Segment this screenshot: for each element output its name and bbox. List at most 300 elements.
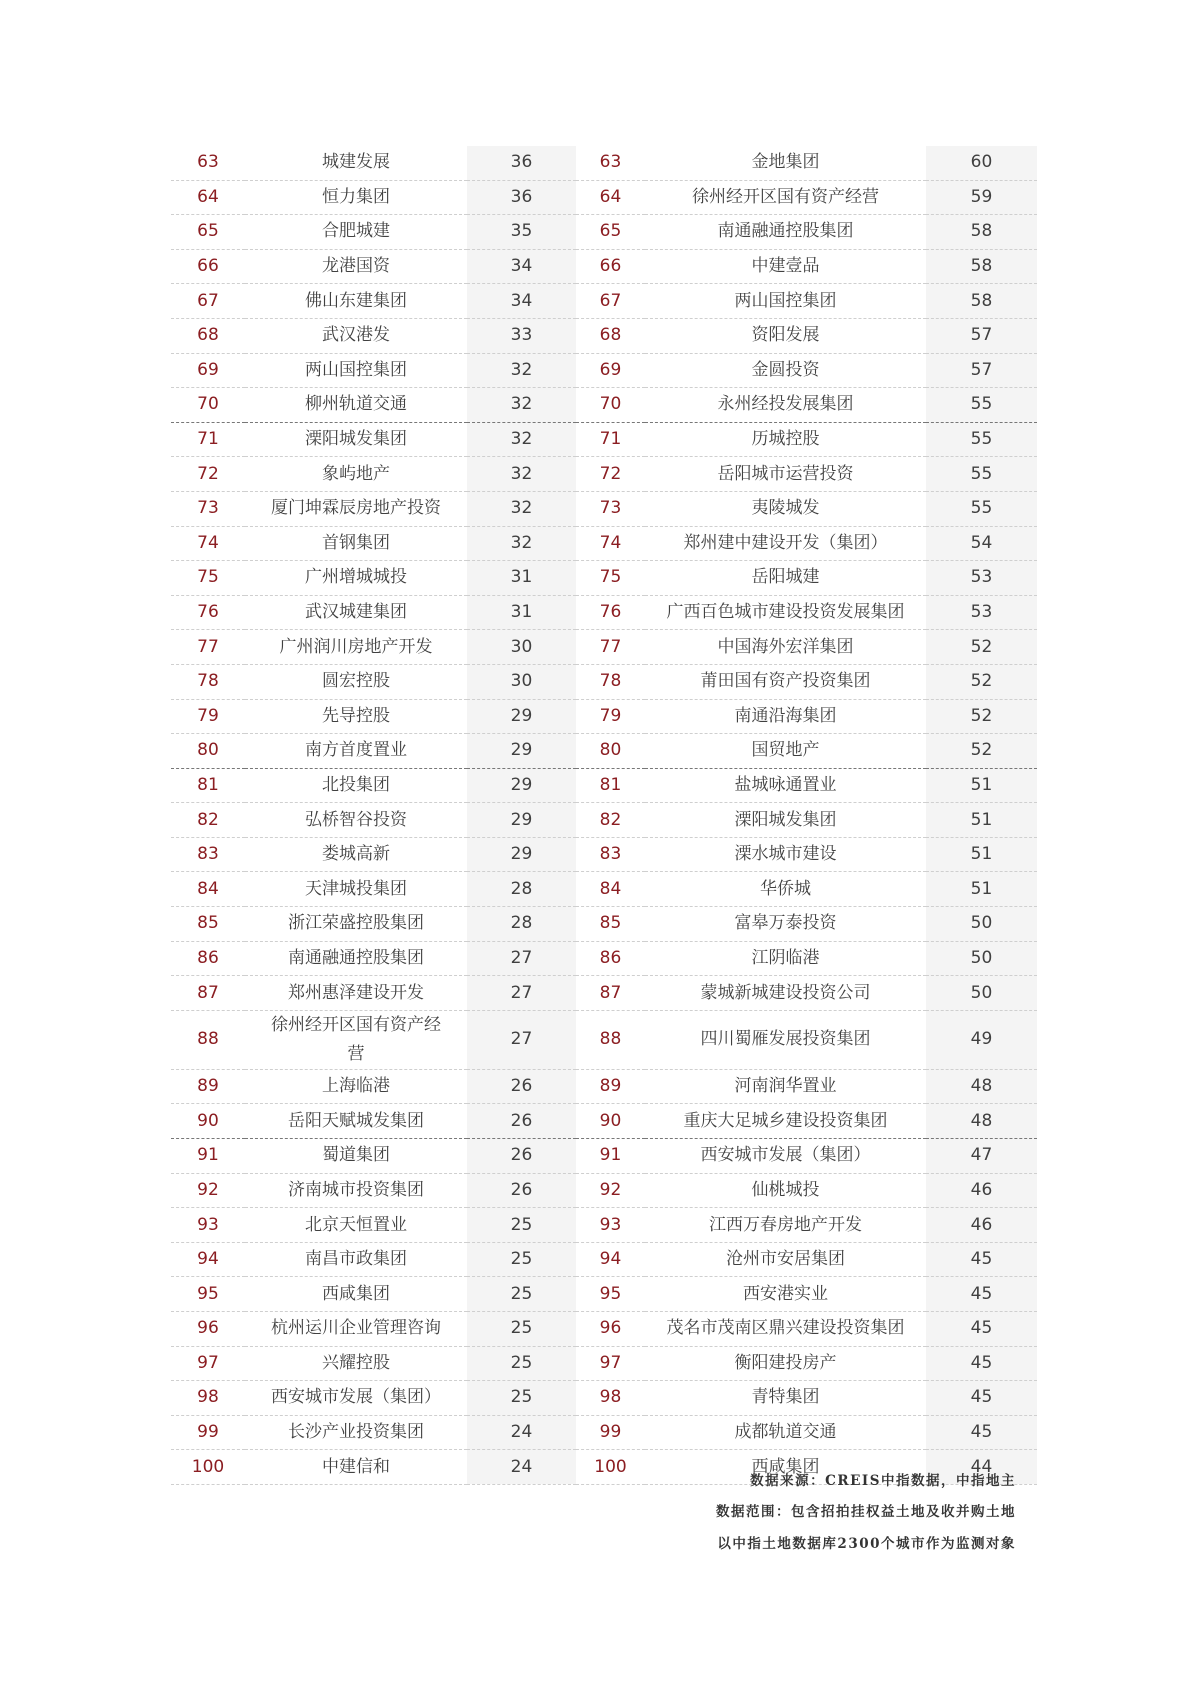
right-value: 50 xyxy=(926,941,1037,976)
left-rank: 71 xyxy=(171,422,245,457)
right-company-text: 历城控股 xyxy=(751,429,820,450)
left-value: 29 xyxy=(467,734,576,769)
right-value: 59 xyxy=(926,180,1037,215)
left-rank: 63 xyxy=(171,146,245,180)
left-company xyxy=(245,561,467,596)
right-rank: 75 xyxy=(576,561,645,596)
table-row xyxy=(171,318,1037,353)
left-company-text: 两山国控集团 xyxy=(305,359,407,380)
right-company-text: 茂名市茂南区鼎兴建设投资集团 xyxy=(666,1318,905,1339)
left-company xyxy=(245,664,467,699)
right-value: 52 xyxy=(926,630,1037,665)
right-value: 53 xyxy=(926,595,1037,630)
right-company-text: 永州经投发展集团 xyxy=(717,394,854,415)
right-company-text: 成都轨道交通 xyxy=(734,1422,837,1443)
left-company-text: 广州增城城投 xyxy=(305,567,407,588)
table-row xyxy=(171,837,1037,872)
left-value: 36 xyxy=(467,146,576,180)
right-company xyxy=(645,595,926,630)
left-rank: 89 xyxy=(171,1069,245,1104)
right-value: 51 xyxy=(926,872,1037,907)
left-company xyxy=(245,734,467,769)
right-value: 52 xyxy=(926,664,1037,699)
right-company xyxy=(645,353,926,388)
left-company-text: 岳阳天赋城发集团 xyxy=(288,1110,424,1131)
table-row xyxy=(171,1173,1037,1208)
left-company-text: 徐州经开区国有资产经营 xyxy=(271,1014,441,1064)
right-rank: 66 xyxy=(576,249,645,284)
table-row xyxy=(171,561,1037,596)
left-company xyxy=(245,146,467,180)
right-company xyxy=(645,630,926,665)
right-rank: 78 xyxy=(576,664,645,699)
left-company-text: 弘桥智谷投资 xyxy=(305,809,407,830)
right-rank: 92 xyxy=(576,1173,645,1208)
right-company xyxy=(645,907,926,942)
left-rank: 73 xyxy=(171,491,245,526)
left-value: 27 xyxy=(467,941,576,976)
right-company xyxy=(645,1173,926,1208)
right-company-text: 夷陵城发 xyxy=(751,498,820,519)
right-company xyxy=(645,976,926,1011)
left-rank: 66 xyxy=(171,249,245,284)
ranking-table xyxy=(171,146,1037,1485)
left-rank: 91 xyxy=(171,1139,245,1174)
right-company-text: 中国海外宏洋集团 xyxy=(717,636,854,657)
right-rank: 98 xyxy=(576,1381,645,1416)
right-rank: 74 xyxy=(576,526,645,561)
left-company-text: 上海临港 xyxy=(322,1076,390,1097)
right-value: 57 xyxy=(926,353,1037,388)
right-company xyxy=(645,734,926,769)
left-company xyxy=(245,803,467,838)
left-company xyxy=(245,907,467,942)
right-company-text: 徐州经开区国有资产经营 xyxy=(692,186,879,207)
left-value: 26 xyxy=(467,1104,576,1139)
right-value: 45 xyxy=(926,1381,1037,1416)
left-company xyxy=(245,1277,467,1312)
right-value: 60 xyxy=(926,146,1037,180)
right-company-text: 溧水城市建设 xyxy=(734,844,837,865)
table-row xyxy=(171,1069,1037,1104)
right-rank: 93 xyxy=(576,1208,645,1243)
left-company xyxy=(245,1208,467,1243)
right-value: 44 xyxy=(926,1450,1037,1485)
left-company-text: 城建发展 xyxy=(322,152,390,173)
table-row xyxy=(171,1415,1037,1450)
left-company-text: 中建信和 xyxy=(322,1456,390,1477)
left-company xyxy=(245,630,467,665)
left-company-text: 兴耀控股 xyxy=(322,1352,390,1373)
left-company xyxy=(245,1312,467,1347)
right-value: 45 xyxy=(926,1242,1037,1277)
left-value: 26 xyxy=(467,1173,576,1208)
left-value: 29 xyxy=(467,803,576,838)
left-value: 29 xyxy=(467,768,576,803)
right-value: 55 xyxy=(926,491,1037,526)
left-company xyxy=(245,353,467,388)
table-row xyxy=(171,734,1037,769)
right-rank: 89 xyxy=(576,1069,645,1104)
table-row xyxy=(171,803,1037,838)
right-company-text: 资阳发展 xyxy=(751,325,820,346)
left-company-text: 郑州惠泽建设开发 xyxy=(288,982,424,1003)
right-value: 50 xyxy=(926,907,1037,942)
right-rank: 95 xyxy=(576,1277,645,1312)
left-rank: 96 xyxy=(171,1312,245,1347)
left-rank: 90 xyxy=(171,1104,245,1139)
right-value: 49 xyxy=(926,1010,1037,1069)
right-company xyxy=(645,1139,926,1174)
right-rank: 68 xyxy=(576,318,645,353)
right-company xyxy=(645,284,926,319)
table-row xyxy=(171,353,1037,388)
left-company xyxy=(245,1010,467,1069)
right-company-text: 河南润华置业 xyxy=(734,1076,837,1097)
left-rank: 99 xyxy=(171,1415,245,1450)
left-rank: 79 xyxy=(171,699,245,734)
right-rank: 73 xyxy=(576,491,645,526)
right-rank: 64 xyxy=(576,180,645,215)
right-rank: 88 xyxy=(576,1010,645,1069)
right-company xyxy=(645,1415,926,1450)
left-rank: 64 xyxy=(171,180,245,215)
table-row xyxy=(171,1346,1037,1381)
right-value: 51 xyxy=(926,837,1037,872)
right-company-text: 广西百色城市建设投资发展集团 xyxy=(666,602,905,623)
table-row xyxy=(171,699,1037,734)
right-value: 55 xyxy=(926,457,1037,492)
table-row xyxy=(171,595,1037,630)
right-company-text: 江西万春房地产开发 xyxy=(709,1214,862,1235)
left-value: 28 xyxy=(467,907,576,942)
left-value: 26 xyxy=(467,1069,576,1104)
right-company-text: 国贸地产 xyxy=(751,740,820,761)
left-company-text: 柳州轨道交通 xyxy=(305,394,407,415)
left-rank: 68 xyxy=(171,318,245,353)
left-value: 32 xyxy=(467,491,576,526)
right-value: 51 xyxy=(926,768,1037,803)
left-value: 29 xyxy=(467,699,576,734)
right-rank: 65 xyxy=(576,215,645,250)
left-company-text: 杭州运川企业管理咨询 xyxy=(271,1318,441,1339)
right-value: 45 xyxy=(926,1346,1037,1381)
left-company-text: 龙港国资 xyxy=(322,256,390,277)
right-value: 54 xyxy=(926,526,1037,561)
left-value: 24 xyxy=(467,1450,576,1485)
right-value: 46 xyxy=(926,1173,1037,1208)
left-company xyxy=(245,941,467,976)
footer-coverage: 以中指土地数据库2300个城市作为监测对象 xyxy=(717,1536,1016,1552)
left-company xyxy=(245,1346,467,1381)
table-row xyxy=(171,941,1037,976)
left-value: 33 xyxy=(467,318,576,353)
table-row xyxy=(171,249,1037,284)
left-company xyxy=(245,1104,467,1139)
left-company-text: 武汉港发 xyxy=(322,325,390,346)
left-company-text: 南通融通控股集团 xyxy=(288,947,424,968)
left-value: 31 xyxy=(467,595,576,630)
table-row xyxy=(171,422,1037,457)
right-company-text: 富皋万泰投资 xyxy=(734,913,837,934)
right-company-text: 盐城咏通置业 xyxy=(734,774,837,795)
right-company xyxy=(645,941,926,976)
right-company xyxy=(645,872,926,907)
table-row xyxy=(171,630,1037,665)
right-value: 48 xyxy=(926,1069,1037,1104)
table-row xyxy=(171,1104,1037,1139)
right-rank: 69 xyxy=(576,353,645,388)
left-company-text: 济南城市投资集团 xyxy=(288,1179,424,1200)
left-value: 29 xyxy=(467,837,576,872)
right-company xyxy=(645,1381,926,1416)
table-row xyxy=(171,388,1037,423)
left-rank: 98 xyxy=(171,1381,245,1416)
right-company-text: 溧阳城发集团 xyxy=(734,809,837,830)
right-company-text: 沧州市安居集团 xyxy=(726,1249,845,1270)
left-rank: 92 xyxy=(171,1173,245,1208)
footer-source: 数据来源：CREIS中指数据，中指地主 xyxy=(750,1473,1016,1489)
left-rank: 93 xyxy=(171,1208,245,1243)
left-value: 26 xyxy=(467,1139,576,1174)
left-company xyxy=(245,595,467,630)
left-company-text: 武汉城建集团 xyxy=(305,602,407,623)
left-value: 24 xyxy=(467,1415,576,1450)
right-company-text: 金圆投资 xyxy=(751,359,820,380)
left-company-text: 溧阳城发集团 xyxy=(305,429,407,450)
left-company xyxy=(245,976,467,1011)
right-company xyxy=(645,1277,926,1312)
right-company xyxy=(645,388,926,423)
table-row xyxy=(171,768,1037,803)
left-rank: 83 xyxy=(171,837,245,872)
right-rank: 81 xyxy=(576,768,645,803)
table-row xyxy=(171,491,1037,526)
right-value: 52 xyxy=(926,699,1037,734)
right-company-text: 青特集团 xyxy=(751,1387,820,1408)
left-value: 30 xyxy=(467,664,576,699)
left-company-text: 娄城高新 xyxy=(322,844,390,865)
table-row xyxy=(171,215,1037,250)
right-value: 53 xyxy=(926,561,1037,596)
right-company-text: 莆田国有资产投资集团 xyxy=(700,671,871,692)
right-rank: 83 xyxy=(576,837,645,872)
right-company-text: 仙桃城投 xyxy=(751,1179,820,1200)
left-company-text: 佛山东建集团 xyxy=(305,290,407,311)
right-company-text: 江阴临港 xyxy=(751,947,820,968)
right-company-text: 重庆大足城乡建设投资集团 xyxy=(683,1110,888,1131)
right-company xyxy=(645,249,926,284)
right-company xyxy=(645,561,926,596)
table-row xyxy=(171,907,1037,942)
table-row xyxy=(171,1242,1037,1277)
left-company-text: 南昌市政集团 xyxy=(305,1249,407,1270)
table-row xyxy=(171,457,1037,492)
right-rank: 80 xyxy=(576,734,645,769)
left-company xyxy=(245,1173,467,1208)
left-company-text: 南方首度置业 xyxy=(305,740,407,761)
right-company-text: 郑州建中建设开发（集团） xyxy=(683,532,888,553)
table-row xyxy=(171,872,1037,907)
left-value: 32 xyxy=(467,457,576,492)
table-row xyxy=(171,1381,1037,1416)
right-company xyxy=(645,1104,926,1139)
left-rank: 69 xyxy=(171,353,245,388)
left-company-text: 浙江荣盛控股集团 xyxy=(288,913,424,934)
left-company xyxy=(245,491,467,526)
right-rank: 63 xyxy=(576,146,645,180)
left-rank: 95 xyxy=(171,1277,245,1312)
right-rank: 84 xyxy=(576,872,645,907)
left-rank: 67 xyxy=(171,284,245,319)
left-rank: 88 xyxy=(171,1010,245,1069)
left-company-text: 北京天恒置业 xyxy=(305,1214,407,1235)
left-company-text: 天津城投集团 xyxy=(305,878,407,899)
left-value: 35 xyxy=(467,215,576,250)
left-company xyxy=(245,526,467,561)
left-company xyxy=(245,768,467,803)
left-rank: 85 xyxy=(171,907,245,942)
right-company xyxy=(645,491,926,526)
left-company xyxy=(245,699,467,734)
right-rank: 90 xyxy=(576,1104,645,1139)
left-company xyxy=(245,388,467,423)
left-value: 25 xyxy=(467,1312,576,1347)
left-value: 34 xyxy=(467,284,576,319)
right-company-text: 西安城市发展（集团） xyxy=(700,1145,871,1166)
right-company xyxy=(645,146,926,180)
right-rank: 100 xyxy=(576,1450,645,1485)
left-company-text: 西安城市发展（集团） xyxy=(271,1387,441,1408)
left-company-text: 圆宏控股 xyxy=(322,671,390,692)
left-company xyxy=(245,837,467,872)
left-company-text: 恒力集团 xyxy=(322,186,390,207)
right-rank: 91 xyxy=(576,1139,645,1174)
left-rank: 74 xyxy=(171,526,245,561)
left-company xyxy=(245,422,467,457)
footer-scope: 数据范围：包含招拍挂权益土地及收并购土地 xyxy=(716,1504,1016,1520)
right-value: 48 xyxy=(926,1104,1037,1139)
right-value: 46 xyxy=(926,1208,1037,1243)
right-rank: 72 xyxy=(576,457,645,492)
right-company xyxy=(645,1346,926,1381)
right-company-text: 岳阳城市运营投资 xyxy=(717,463,854,484)
left-company xyxy=(245,318,467,353)
left-value: 31 xyxy=(467,561,576,596)
left-value: 32 xyxy=(467,422,576,457)
left-rank: 84 xyxy=(171,872,245,907)
right-value: 45 xyxy=(926,1312,1037,1347)
right-rank: 76 xyxy=(576,595,645,630)
right-company xyxy=(645,664,926,699)
right-company xyxy=(645,1208,926,1243)
table-row xyxy=(171,180,1037,215)
right-rank: 97 xyxy=(576,1346,645,1381)
right-company-text: 四川蜀雁发展投资集团 xyxy=(700,1029,871,1050)
right-company xyxy=(645,526,926,561)
left-value: 27 xyxy=(467,1010,576,1069)
right-company xyxy=(645,1069,926,1104)
table-row xyxy=(171,284,1037,319)
table-row xyxy=(171,146,1037,180)
right-company-text: 蒙城新城建设投资公司 xyxy=(700,982,871,1003)
right-rank: 82 xyxy=(576,803,645,838)
left-rank: 80 xyxy=(171,734,245,769)
left-company xyxy=(245,1415,467,1450)
right-company-text: 两山国控集团 xyxy=(734,290,837,311)
left-company-text: 合肥城建 xyxy=(322,221,390,242)
left-value: 32 xyxy=(467,388,576,423)
right-company-text: 中建壹品 xyxy=(751,256,820,277)
left-value: 25 xyxy=(467,1346,576,1381)
left-rank: 94 xyxy=(171,1242,245,1277)
right-value: 58 xyxy=(926,215,1037,250)
left-rank: 75 xyxy=(171,561,245,596)
left-rank: 65 xyxy=(171,215,245,250)
right-company xyxy=(645,180,926,215)
right-rank: 99 xyxy=(576,1415,645,1450)
right-company xyxy=(645,768,926,803)
left-rank: 77 xyxy=(171,630,245,665)
right-value: 50 xyxy=(926,976,1037,1011)
left-value: 25 xyxy=(467,1277,576,1312)
right-company-text: 华侨城 xyxy=(760,878,811,899)
left-company xyxy=(245,1139,467,1174)
table-row xyxy=(171,1010,1037,1069)
right-company xyxy=(645,699,926,734)
left-company-text: 先导控股 xyxy=(322,705,390,726)
left-rank: 87 xyxy=(171,976,245,1011)
right-company xyxy=(645,215,926,250)
right-company xyxy=(645,422,926,457)
left-company xyxy=(245,1069,467,1104)
right-value: 51 xyxy=(926,803,1037,838)
table-row xyxy=(171,1208,1037,1243)
left-rank: 86 xyxy=(171,941,245,976)
left-company-text: 厦门坤霖辰房地产投资 xyxy=(271,498,441,519)
right-company-text: 衡阳建投房产 xyxy=(734,1352,837,1373)
right-value: 55 xyxy=(926,388,1037,423)
left-rank: 72 xyxy=(171,457,245,492)
right-rank: 71 xyxy=(576,422,645,457)
right-rank: 85 xyxy=(576,907,645,942)
right-company xyxy=(645,457,926,492)
left-company xyxy=(245,180,467,215)
right-company-text: 南通沿海集团 xyxy=(734,705,837,726)
right-rank: 87 xyxy=(576,976,645,1011)
left-company xyxy=(245,1381,467,1416)
left-company-text: 长沙产业投资集团 xyxy=(288,1422,424,1443)
left-rank: 81 xyxy=(171,768,245,803)
left-value: 28 xyxy=(467,872,576,907)
right-company xyxy=(645,318,926,353)
left-value: 36 xyxy=(467,180,576,215)
right-value: 47 xyxy=(926,1139,1037,1174)
right-company-text: 金地集团 xyxy=(751,152,820,173)
left-value: 27 xyxy=(467,976,576,1011)
right-rank: 77 xyxy=(576,630,645,665)
right-rank: 70 xyxy=(576,388,645,423)
right-value: 58 xyxy=(926,249,1037,284)
right-company-text: 岳阳城建 xyxy=(751,567,820,588)
right-rank: 79 xyxy=(576,699,645,734)
right-company xyxy=(645,1010,926,1069)
right-value: 57 xyxy=(926,318,1037,353)
left-company xyxy=(245,249,467,284)
right-company xyxy=(645,803,926,838)
left-rank: 97 xyxy=(171,1346,245,1381)
right-company-text: 西咸集团 xyxy=(751,1456,820,1477)
